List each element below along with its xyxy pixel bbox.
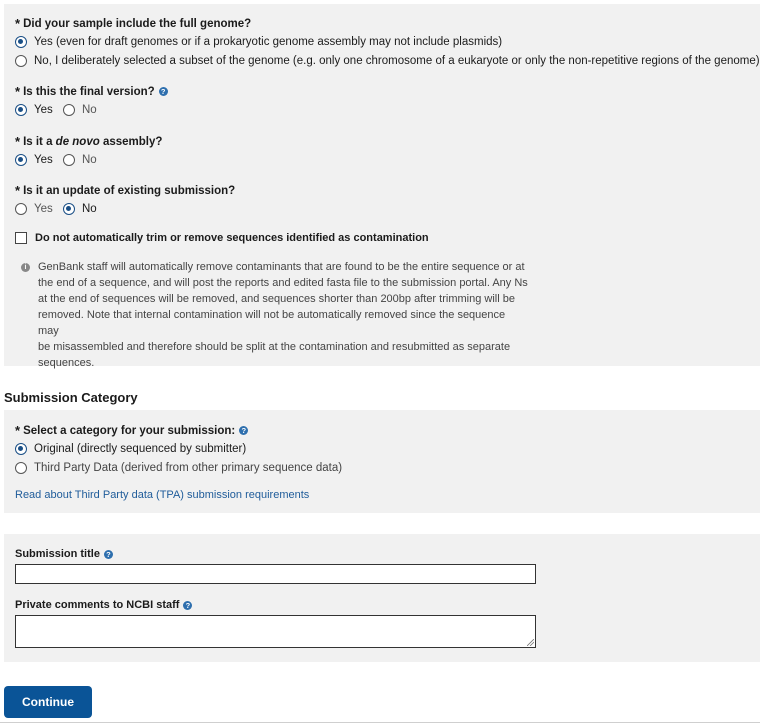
submission-category-heading: Submission Category [4, 390, 138, 405]
update-yes-radio[interactable] [15, 203, 27, 215]
info-line: removed. Note that internal contamination will not be automatically removed since the sequence may [38, 309, 506, 337]
final-version-question [15, 84, 168, 99]
private-comments-label [15, 599, 192, 611]
info-line: at the end of sequences will be removed, and sequences shorter than 200bp after trimming will be [38, 293, 515, 305]
private-comments-label-text: Private comments to NCBI staff [15, 599, 180, 611]
full-genome-yes-option[interactable] [15, 36, 502, 48]
submission-title-input[interactable] [15, 564, 536, 584]
required-asterisk-icon: * [15, 134, 21, 149]
contamination-checkbox[interactable] [15, 232, 27, 244]
update-question [15, 183, 235, 198]
required-asterisk-icon: * [15, 16, 21, 31]
final-version-no-radio[interactable] [63, 104, 75, 116]
de-novo-no-radio[interactable] [63, 154, 75, 166]
yes-label: Yes [34, 203, 53, 215]
full-genome-question [15, 16, 251, 31]
no-label: No [82, 154, 97, 166]
yes-label: Yes [34, 104, 53, 116]
full-genome-no-radio[interactable] [15, 55, 27, 67]
de-novo-question [15, 134, 162, 149]
category-original-option[interactable] [15, 443, 246, 455]
info-line: sequences. [38, 357, 95, 369]
category-tpa-option[interactable] [15, 462, 342, 474]
required-asterisk-icon: * [15, 183, 21, 198]
full-genome-no-option[interactable] [15, 55, 760, 67]
update-no-radio[interactable] [63, 203, 75, 215]
contamination-option[interactable] [15, 232, 429, 244]
category-tpa-radio[interactable] [15, 462, 27, 474]
question-circle-icon[interactable]: ? [239, 426, 248, 435]
full-genome-no-label: No, I deliberately selected a subset of the genome (e.g. only one chromosome of a eukaryote or only the non-repetitive regions of the genome) [34, 55, 760, 67]
final-version-question-text: Is this the final version? [23, 85, 155, 98]
category-original-label: Original (directly sequenced by submitter) [34, 443, 247, 455]
submission-title-label [15, 548, 113, 560]
question-circle-icon[interactable]: ? [159, 87, 168, 96]
question-circle-icon[interactable]: ? [183, 601, 192, 610]
update-question-text: Is it an update of existing submission? [23, 184, 236, 197]
final-version-no-option[interactable] [63, 104, 97, 116]
update-yes-option[interactable] [15, 203, 53, 215]
required-asterisk-icon: * [15, 84, 21, 99]
contamination-info-text [38, 259, 528, 371]
info-line: GenBank staff will automatically remove contaminants that are found to be the entire sequence or at [38, 261, 525, 273]
final-version-yes-option[interactable] [15, 104, 53, 116]
yes-label: Yes [34, 154, 53, 166]
resize-handle-icon[interactable] [527, 639, 534, 646]
submission-title-label-text: Submission title [15, 548, 100, 560]
category-tpa-label: Third Party Data (derived from other primary sequence data) [34, 462, 343, 474]
full-genome-yes-radio[interactable] [15, 36, 27, 48]
update-no-option[interactable] [63, 203, 97, 215]
private-comments-textarea[interactable] [15, 615, 536, 648]
contamination-checkbox-label: Do not automatically trim or remove sequences identified as contamination [35, 232, 429, 244]
tpa-requirements-link[interactable]: Read about Third Party data (TPA) submission requirements [15, 489, 310, 501]
de-novo-question-prefix: Is it a [23, 135, 56, 148]
de-novo-question-italic: de novo [55, 135, 100, 148]
no-label: No [82, 203, 97, 215]
de-novo-no-option[interactable] [63, 154, 97, 166]
category-original-radio[interactable] [15, 443, 27, 455]
required-asterisk-icon: * [15, 423, 21, 438]
info-circle-icon: i [21, 263, 30, 272]
de-novo-yes-option[interactable] [15, 154, 53, 166]
no-label: No [82, 104, 97, 116]
info-line: the end of a sequence, and will post the reports and edited fasta file to the submission portal. Any Ns [38, 277, 528, 289]
question-circle-icon[interactable]: ? [104, 550, 113, 559]
de-novo-yes-radio[interactable] [15, 154, 27, 166]
footer-divider [0, 722, 760, 723]
info-line: be misassembled and therefore should be split at the contamination and resubmitted as separate [38, 341, 511, 353]
continue-button[interactable]: Continue [4, 686, 92, 718]
full-genome-question-text: Did your sample include the full genome? [23, 17, 252, 30]
final-version-yes-radio[interactable] [15, 104, 27, 116]
category-question-text: Select a category for your submission: [23, 424, 236, 437]
category-question [15, 423, 248, 438]
full-genome-yes-label: Yes (even for draft genomes or if a prokaryotic genome assembly may not include plasmids) [34, 36, 503, 48]
de-novo-question-suffix: assembly? [99, 135, 163, 148]
